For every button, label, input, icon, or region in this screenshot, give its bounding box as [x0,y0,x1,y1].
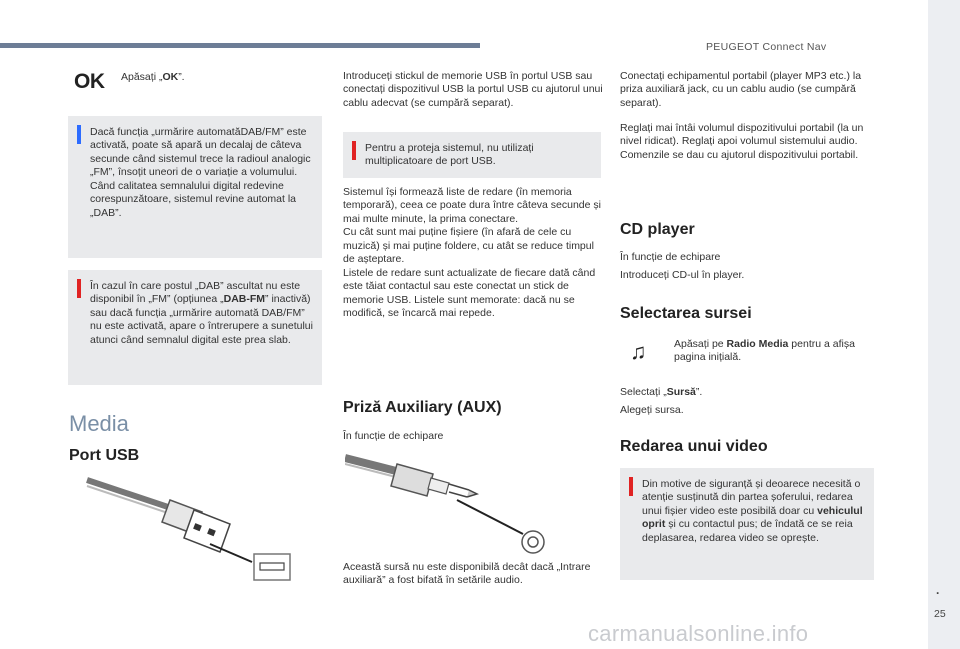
top-bar [0,43,480,48]
warn-pre: În cazul în care postul „DAB” ascultat nu este disponibil în „FM” (opțiunea „ [90,280,301,306]
select-bold: Sursă [666,386,696,398]
jack-plug-illustration [345,448,555,558]
video-warning-text [642,478,866,545]
choose-source-text: Alegeți sursa. [620,404,684,416]
ok-icon: OK [74,70,105,93]
ok-instruction [121,71,185,84]
info-box-dab-fm [68,116,322,258]
aux-heading: Priză Auxiliary (AUX) [343,399,502,416]
warning-marker-icon [77,279,81,298]
page-dot: . [936,583,940,597]
video-post: și cu contactul pus; de îndată ce se reia deplasarea, redarea video se oprește. [642,518,853,544]
warning-marker-icon [352,141,356,160]
warning-box-dab [68,270,322,385]
source-heading: Selectarea sursei [620,305,752,322]
cd-player-heading: CD player [620,221,695,238]
ok-text-bold: OK [162,71,179,83]
warning-usb-text: Pentru a proteja sistemul, nu utilizați multiplicatoare de port USB. [365,142,534,168]
page-number: 25 [934,608,946,620]
warn-post: ” inactivă) sau dacă funcția „urmărire automată DAB/FM” nu este activată, apare o întrerupere a sunetului atunci când semnalul digital este prea slab. [90,293,313,346]
source-post: pentru a afișa pagina inițială. [674,338,855,364]
select-pre: Selectați „ [620,386,667,398]
usb-instructions: Introduceți stickul de memorie USB în portul USB sau conectați dispozitivul USB la portul USB cu ajutorul unui cablu adecvat (se cumpără separat). [343,70,603,109]
select-post: ”. [695,386,703,398]
source-pre: Apăsați pe [674,338,727,350]
info-box-text: Dacă funcția „urmărire automatăDAB/FM” este activată, poate să apară un decalaj de câteva secunde când sistemul trece la radioul analogic „FM”, însoțit uneori de o variație a volumului. Când calitatea semnalului digital redevine corespunzătoare, sistemul revine automat la „DAB”. [90,126,311,219]
playlist-info: Sistemul își formează liste de redare (în memoria temporară), ceea ce poate dura între câteva secunde și mai multe minute, la prima conectare. Cu cât sunt mai puține fișiere (în afară de cele cu muzică) și mai puține foldere, cu atât se reduce timpul de așteptare. Listele de redare sunt actualizate de fiecare dată când este tăiat contactul sau este conectat un stick de memorie USB. Listele sunt memorate: dacă nu se modifică, se încarcă mai repede. [343,186,601,319]
warning-box-usb [343,132,601,178]
watermark-text: carmanualsonline.info [588,621,809,646]
usb-heading: Port USB [69,447,140,464]
music-note-icon: ♫ [630,339,647,364]
video-pre: Din motive de siguranță și deoarece necesită o atenție susținută din partea șoferului, redarea unui fișier video este posibilă doar cu [642,478,861,517]
media-heading: Media [69,411,129,436]
usb-plug-illustration [82,470,297,585]
warning-marker-icon [629,477,633,496]
aux-availability: În funcție de echipare [343,430,444,442]
page-header: PEUGEOT Connect Nav [706,41,827,53]
info-marker-icon [77,125,81,144]
ok-text-post: ”. [178,71,185,83]
warn-bold: DAB-FM [223,293,266,306]
source-bold: Radio Media [726,338,789,350]
connect-device-text: Conectați echipamentul portabil (player MP3 etc.) la priza auxiliară jack, cu un cablu audio (se cumpără separat). [620,70,862,109]
select-source-text [620,386,702,399]
aux-note: Această sursă nu este disponibilă decât dacă „Intrare auxiliară” a fost bifată în setările audio. [343,561,591,587]
right-margin-strip [928,0,960,649]
volume-instructions: Reglați mai întâi volumul dispozitivului portabil (la un nivel ridicat). Reglați apoi volumul sistemului audio. Comenzile se dau cu ajutorul dispozitivului portabil. [620,122,864,161]
video-heading: Redarea unui video [620,438,768,455]
video-bold: vehiculul oprit [642,504,863,531]
source-instruction [674,338,874,365]
warning-box-text [90,280,314,347]
cd-availability: În funcție de echipare [620,251,721,263]
warning-box-video [620,468,874,580]
ok-text-pre: Apăsați „ [121,71,163,83]
cd-instruction: Introduceți CD-ul în player. [620,269,745,281]
